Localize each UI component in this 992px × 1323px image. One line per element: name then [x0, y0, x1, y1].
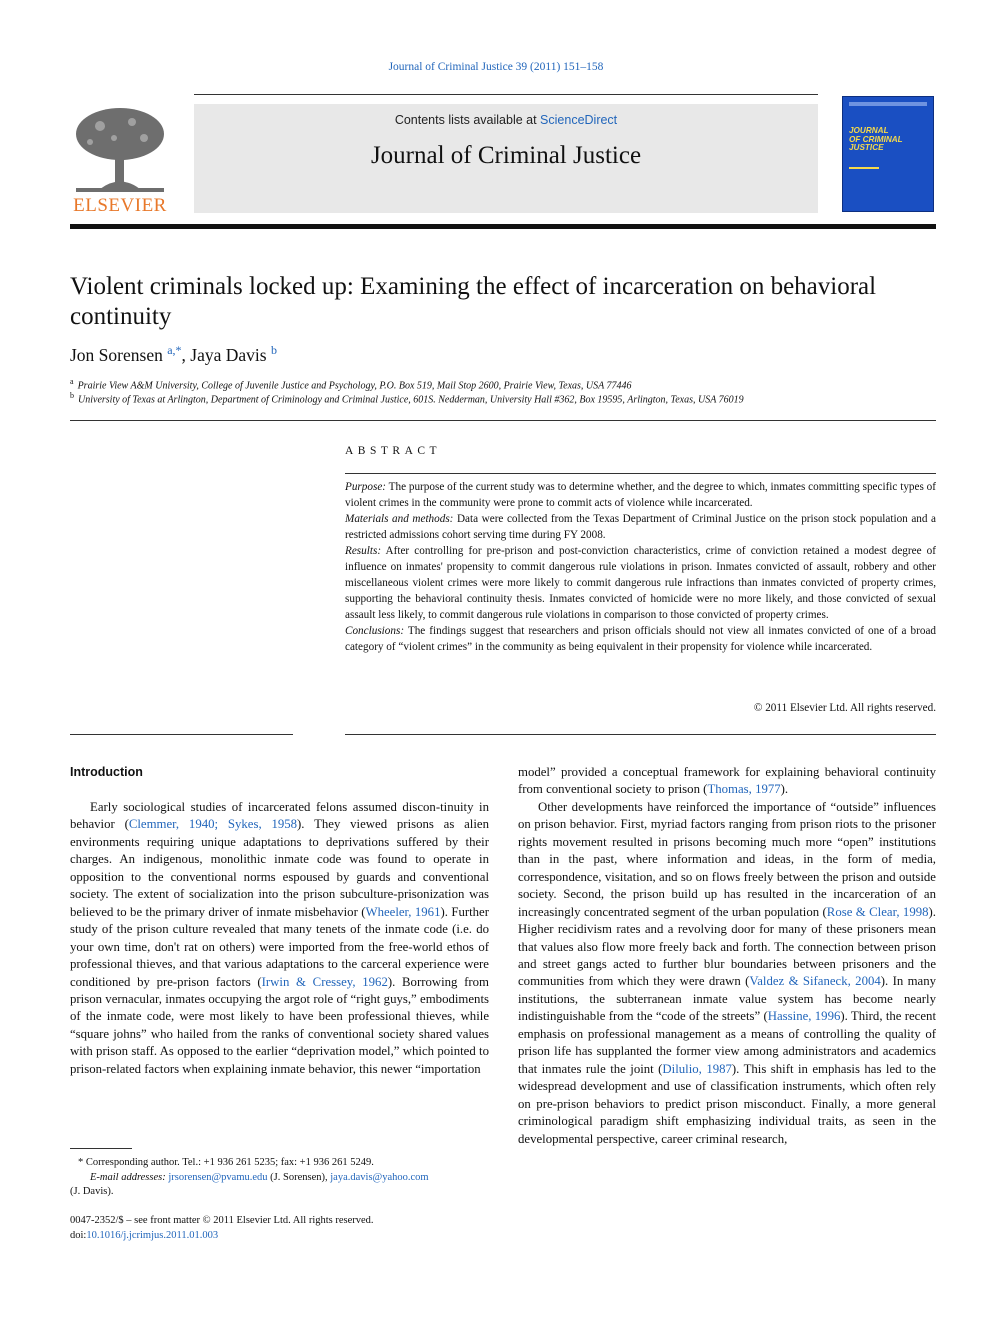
email-note-cont: (J. Davis). [70, 1186, 114, 1197]
contents-prefix: Contents lists available at [394, 113, 541, 127]
affiliation-text: Prairie View A&M University, College of Juvenile Justice and Psychology, P.O. Box 519, Mail Stop 2600, Prairie View, Texas, USA 77446 [77, 380, 632, 392]
journal-cover-thumbnail[interactable] [842, 96, 934, 212]
affiliation-mark: b [70, 391, 74, 400]
citation-link[interactable]: Hassine, 1996 [767, 1009, 841, 1024]
citation-link[interactable]: Irwin & Cressey, 1962 [261, 974, 388, 989]
affiliation-text: University of Texas at Arlington, Department of Criminology and Criminal Justice, 601S. Nedderman, University Hall #362, Box 19595, Arlington, Texas, USA 76019 [78, 394, 744, 406]
body-paragraph: Early sociological studies of incarcerated felons assumed discon-tinuity in behavior (Clemmer, 1940; Sykes, 1958). They viewed prisons as alien environments requiring unique adaptations to deprivations suffered by their charges. An indigenous, monolithic inmate code was found to operate in opposition to the conventional norms espoused by guards and conventional society. The extent of socialization into the prison subculture-prisonization was believed to be the primary driver of inmate misbehavior (Wheeler, 1961). Further study of the prison culture revealed that many tenets of the inmate code (i.e. do your own time, don't rat on others) were imported from the free-world ethos of professional thieves, and that various adaptations to the carceral experience were conditioned by pre-prison factors (Irwin & Cressey, 1962). Borrowing from prison vernacular, inmates occupying the argot role of “right guys,” embodiments of the inmate code, were most likely to have been professional thieves, while “square johns” who hailed from the ranks of conventional society shared values with prison staff. As opposed to the earlier “deprivation model,” which pointed to prison-related factors when explaining inmate behavior, this newer “importation [70, 800, 490, 1076]
contents-line [194, 113, 818, 127]
affiliation-mark: a [70, 377, 74, 386]
body-paragraph: model” provided a conceptual framework for explaining behavioral continuity from conventional society to prison (Thomas, 1977). [518, 765, 936, 797]
footnotes [70, 1156, 489, 1200]
abstract-results: Results: After controlling for pre-prison and post-conviction characteristics, crime of conviction retained a modest degree of influence on inmates' propensity to commit dangerous rule violations in prison. Inmates convicted of assault, robbery and other miscellaneous violent crimes were more likely to commit dangerous rule infractions than inmates convicted of property crimes, supporting the behavioral continuity thesis. Inmates convicted of homicide were no more likely, and those convicted of sexual assault less likely, to commit dangerous rule violations in comparison to those convicted of property crimes. [345, 545, 936, 621]
article-title: Violent criminals locked up: Examining the effect of incarceration on behavioral continuity [70, 273, 877, 330]
author-name[interactable]: Jon Sorensen [70, 344, 163, 365]
sciencedirect-link[interactable]: ScienceDirect [540, 113, 618, 127]
affiliation-rule [70, 420, 936, 421]
header-rule [194, 94, 818, 95]
article-meta [70, 1214, 374, 1243]
body-column-left [70, 799, 489, 1078]
abstract-conclusions: Conclusions: The findings suggest that researchers and prison officials should not view all inmates convicted of one of a broad category of “violent crimes” in the community as being equivalent in their propensity for violence while incarcerated. [345, 625, 936, 653]
abstract-methods: Materials and methods: Data were collected from the Texas Department of Criminal Justice on the prison stock population and a restricted admissions cohort serving time during FY 2008. [345, 513, 936, 541]
left-section-rule [70, 734, 293, 735]
journal-name: Journal of Criminal Justice [370, 142, 642, 169]
footnote-rule [70, 1148, 132, 1149]
doi-link[interactable]: 10.1016/j.jcrimjus.2011.01.003 [86, 1229, 219, 1241]
citation-link[interactable]: Thomas, 1977 [707, 782, 781, 797]
corresponding-author-note: * Corresponding author. Tel.: +1 936 261 5235; fax: +1 936 261 5249. [78, 1157, 374, 1168]
author-affiliation-mark[interactable]: b [270, 343, 277, 357]
abstract-bottom-rule [345, 734, 936, 735]
email-note: E-mail addresses: jrsorensen@pvamu.edu (J. Sorensen), jaya.davis@yahoo.com [90, 1171, 429, 1183]
cover-accent [849, 167, 879, 169]
citation-link[interactable]: Clemmer, 1940; Sykes, 1958 [128, 817, 298, 832]
journal-reference-link[interactable]: Journal of Criminal Justice 39 (2011) 151–158 [388, 61, 604, 73]
author-affiliation-mark[interactable]: a,* [167, 343, 182, 357]
issn-line: 0047-2352/$ – see front matter © 2011 Elsevier Ltd. All rights reserved. [70, 1215, 374, 1226]
header-thick-rule [70, 224, 936, 229]
citation-link[interactable]: Dilulio, 1987 [662, 1061, 732, 1076]
abstract-top-rule [345, 473, 936, 474]
citation-link[interactable]: Valdez & Sifaneck, 2004 [749, 974, 881, 989]
abstract-copyright: © 2011 Elsevier Ltd. All rights reserved. [753, 702, 936, 714]
affiliation-b [70, 391, 936, 405]
abstract-purpose: Purpose: The purpose of the current study was to determine whether, and the degree to which, inmates committing specific types of violent crimes in the community were prone to commit acts of violence while incarcerated. [345, 481, 936, 509]
elsevier-wordmark: ELSEVIER [73, 195, 167, 216]
cover-title: JOURNAL OF CRIMINAL JUSTICE [849, 126, 903, 152]
email-link[interactable]: jaya.davis@yahoo.com [330, 1171, 429, 1183]
abstract-body [345, 479, 936, 655]
affiliation-a [70, 377, 936, 391]
doi-line: doi:10.1016/j.jcrimjus.2011.01.003 [70, 1229, 219, 1241]
abstract-heading: ABSTRACT [345, 445, 442, 457]
cover-stripe [849, 102, 927, 106]
body-paragraph: Other developments have reinforced the importance of “outside” influences on prison behavior. First, myriad factors ranging from prison riots to the prisoner rights movement resulted in prisons becoming much more “open” institutions than in the past, where information and ideas, in the form of media, correspondence, visitation, and so on flows freely between the prison and outside society. Second, the prison build up has resulted in the incarceration of an increasingly concentrated segment of the urban population (Rose & Clear, 1998). Higher recidivism rates and a revolving door for many of these prisoners mean that values also flow more freely back and forth. The connection between prison and street gangs acted to further blur boundaries between prisoners and the communities from which they were drawn (Valdez & Sifaneck, 2004). In many institutions, the subterranean inmate value system has become nearly indistinguishable from the “code of the streets” (Hassine, 1996). Third, the recent emphasis on professional management as a means of controlling the quality of prison life has supplanted the former view among administrators and academics that inmates rule the joint (Dilulio, 1987). This shift in emphasis has led to the widespread development and use of classification instruments, which often rely on pre-prison behaviors to predict prison misconduct. Finally, a more general criminological paradigm shift emphasizing individual traits, as seen in the developmental perspective, career criminal research, [518, 799, 937, 1146]
citation-link[interactable]: Wheeler, 1961 [365, 904, 441, 919]
author-name[interactable]: Jaya Davis [190, 344, 267, 365]
body-column-right [518, 764, 936, 1148]
email-link[interactable]: jrsorensen@pvamu.edu [168, 1171, 268, 1183]
journal-banner [194, 104, 818, 213]
section-heading-introduction: Introduction [70, 765, 143, 779]
citation-link[interactable]: Rose & Clear, 1998 [826, 904, 929, 919]
author-list: Jon Sorensen $^{a,*}$, Jaya Davis $^b$ [70, 343, 277, 365]
